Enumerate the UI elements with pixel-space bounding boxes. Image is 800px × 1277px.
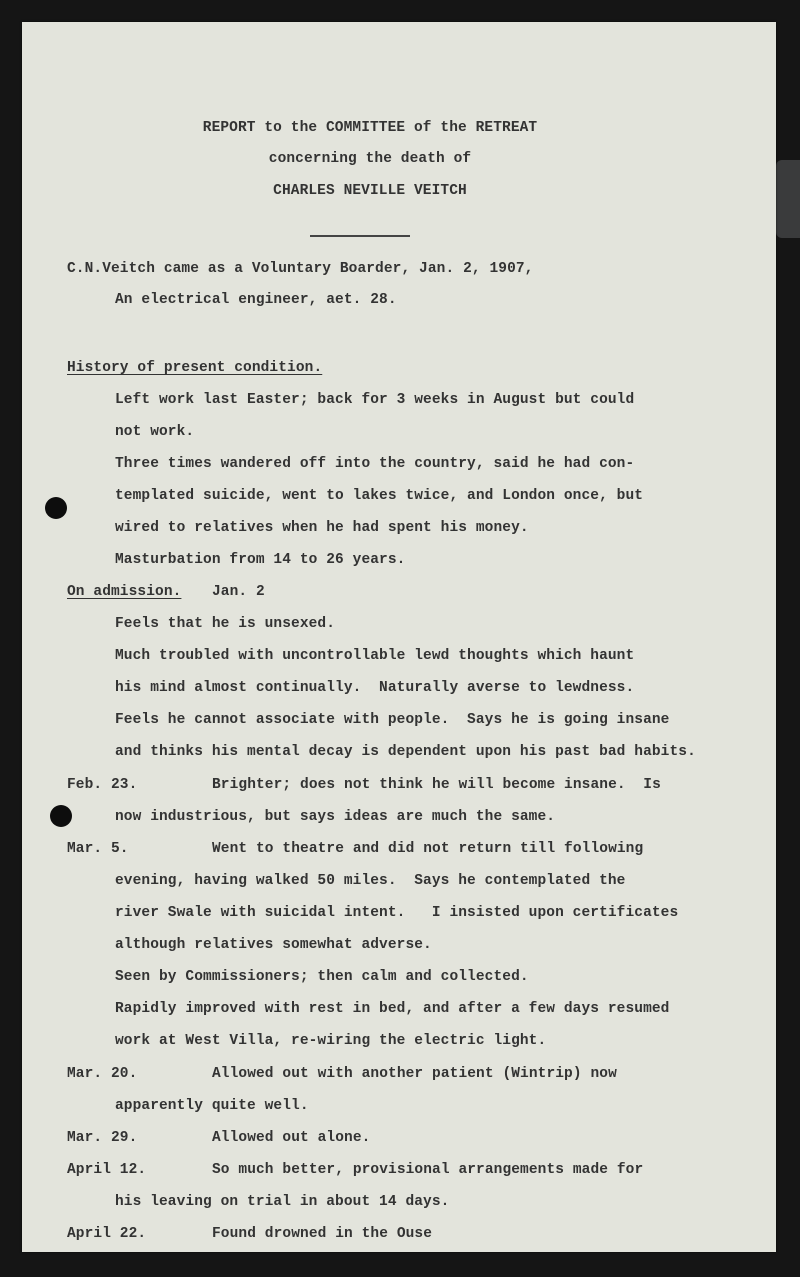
history-line: Left work last Easter; back for 3 weeks in August but could — [115, 392, 635, 408]
title-rule — [310, 235, 410, 237]
intro-line: C.N.Veitch came as a Voluntary Boarder, Jan. 2, 1907, — [67, 261, 534, 277]
entry-date: Mar. 20. — [67, 1066, 138, 1082]
entry-date: Mar. 29. — [67, 1130, 138, 1146]
admission-line: his mind almost continually. Naturally averse to lewdness. — [115, 680, 635, 696]
entry-date: April 22. — [67, 1226, 147, 1242]
admission-line: Feels he cannot associate with people. Says he is going insane — [115, 712, 670, 728]
intro-line: An electrical engineer, aet. 28. — [115, 292, 397, 308]
entry-line: river Swale with suicidal intent. I insisted upon certificates — [115, 905, 679, 921]
entry-date: Feb. 23. — [67, 777, 138, 793]
entry-line: Seen by Commissioners; then calm and collected. — [115, 969, 529, 985]
admission-line: and thinks his mental decay is dependent upon his past bad habits. — [115, 744, 696, 760]
history-line: not work. — [115, 424, 195, 440]
entry-line: his leaving on trial in about 14 days. — [115, 1194, 450, 1210]
entry-date: Mar. 5. — [67, 841, 129, 857]
entry-date: April 12. — [67, 1162, 147, 1178]
entry-line: Allowed out with another patient (Wintrip) now — [212, 1066, 617, 1082]
admission-line: Much troubled with uncontrollable lewd thoughts which haunt — [115, 648, 635, 664]
punch-hole — [50, 805, 72, 827]
entry-line: Found drowned in the Ouse — [212, 1226, 433, 1242]
admission-line: Feels that he is unsexed. — [115, 616, 336, 632]
entry-line: So much better, provisional arrangements made for — [212, 1162, 644, 1178]
punch-hole — [45, 497, 67, 519]
document-page — [22, 22, 776, 1252]
entry-line: now industrious, but says ideas are much the same. — [115, 809, 556, 825]
admission-heading: On admission. — [67, 584, 182, 600]
entry-line: evening, having walked 50 miles. Says he contemplated the — [115, 873, 626, 889]
entry-line: although relatives somewhat adverse. — [115, 937, 432, 953]
history-line: templated suicide, went to lakes twice, and London once, but — [115, 488, 644, 504]
entry-line: apparently quite well. — [115, 1098, 309, 1114]
entry-line: work at West Villa, re-wiring the electric light. — [115, 1033, 547, 1049]
report-title: REPORT to the COMMITTEE of the RETREAT — [202, 120, 538, 136]
history-line: wired to relatives when he had spent his money. — [115, 520, 529, 536]
history-line: Masturbation from 14 to 26 years. — [115, 552, 406, 568]
history-line: Three times wandered off into the country, said he had con- — [115, 456, 635, 472]
entry-line: Allowed out alone. — [212, 1130, 371, 1146]
entry-line: Brighter; does not think he will become insane. Is — [212, 777, 661, 793]
admission-date: Jan. 2 — [212, 584, 265, 600]
divider-tab — [776, 160, 800, 238]
history-heading: History of present condition. — [67, 360, 323, 376]
patient-name: CHARLES NEVILLE VEITCH — [273, 183, 467, 199]
report-subtitle: concerning the death of — [268, 151, 472, 167]
entry-line: Rapidly improved with rest in bed, and after a few days resumed — [115, 1001, 670, 1017]
entry-line: Went to theatre and did not return till following — [212, 841, 644, 857]
